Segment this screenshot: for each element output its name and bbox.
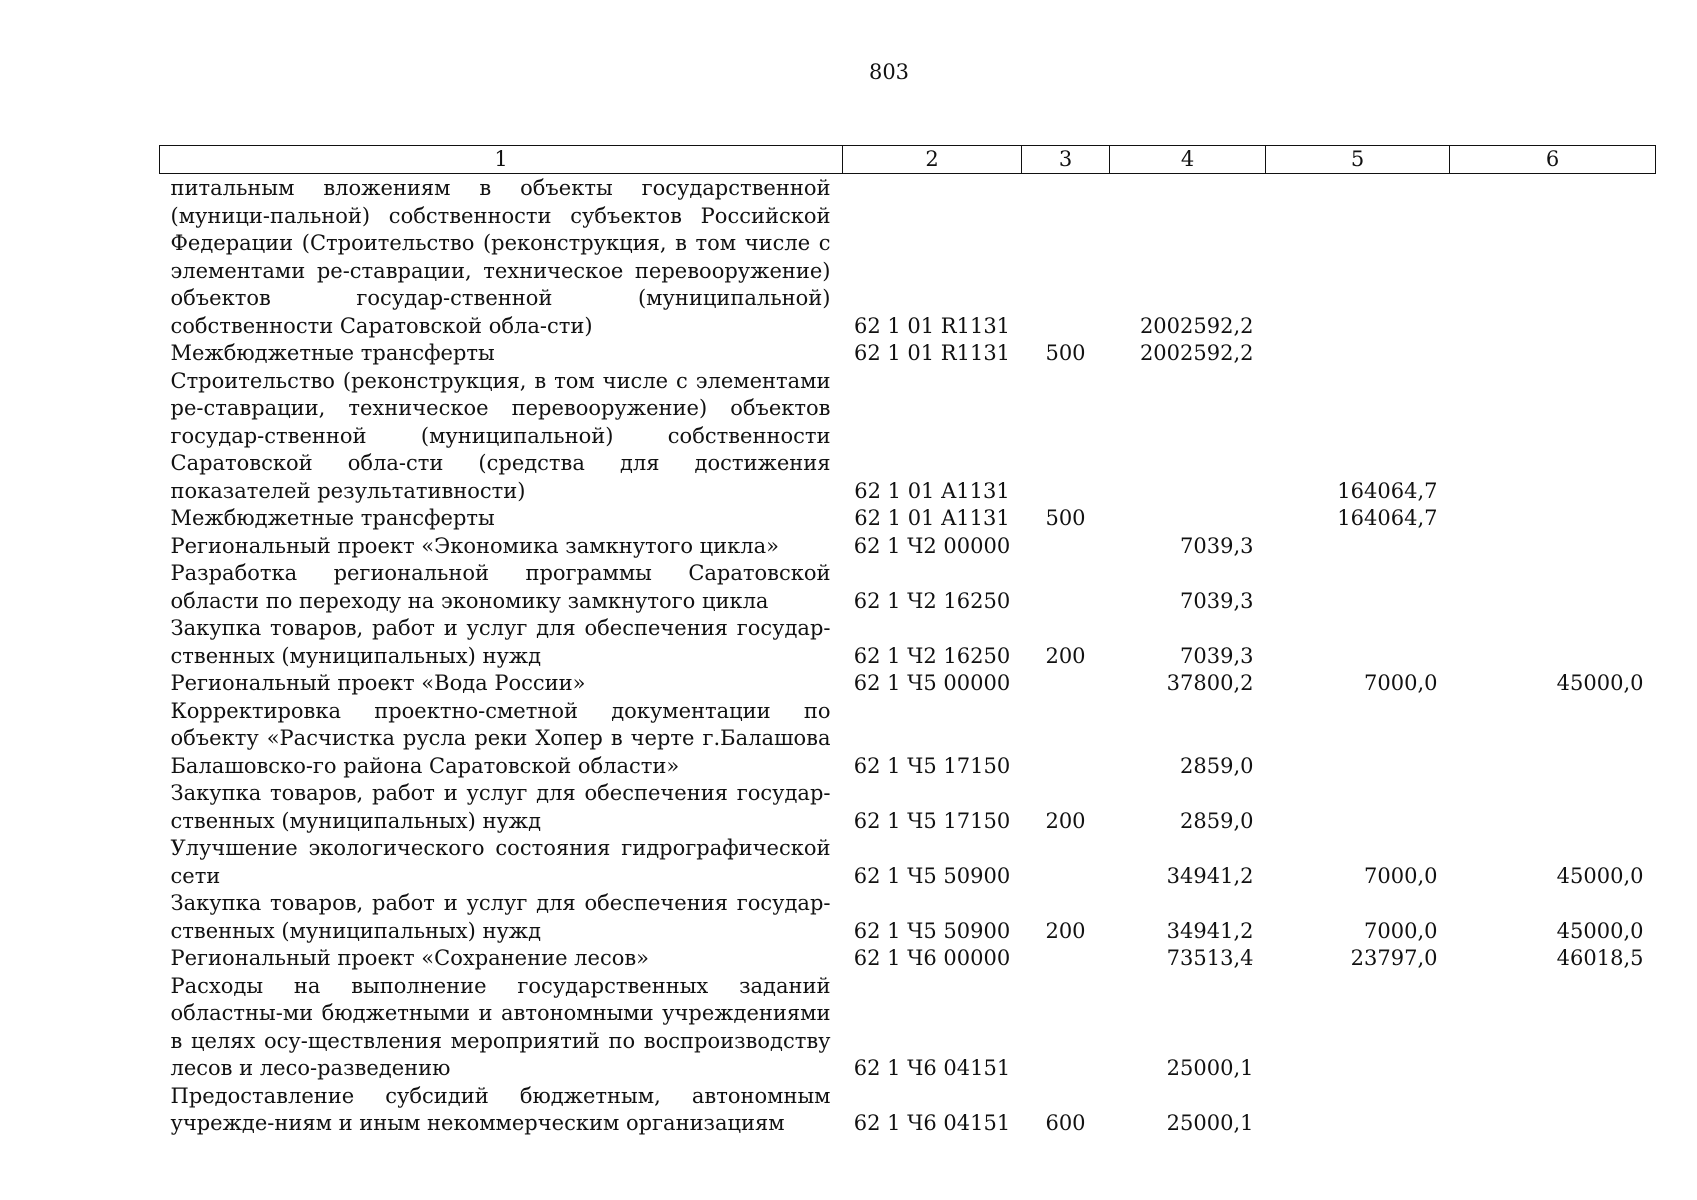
row-amount-col4: 34941,2 <box>1166 918 1254 943</box>
row-code-cell: 62 1 Ч6 04151 <box>853 1056 1011 1080</box>
column-header-4: 4 <box>1110 146 1266 174</box>
row-type-cell <box>1022 174 1110 341</box>
row-code-cell: 62 1 Ч5 17150 <box>853 753 1011 778</box>
row-amount-col6 <box>1450 533 1656 561</box>
row-amount-col4: 2002592,2 <box>1139 341 1254 365</box>
table-row <box>160 368 1656 506</box>
row-name-cell: Закупка товаров, работ и услуг для обеспечения государ-ственных (муниципальных) нужд <box>170 616 831 668</box>
row-amount-col5 <box>1266 560 1450 615</box>
row-code-cell: 62 1 01 R1131 <box>853 313 1011 338</box>
row-amount-col4: 25000,1 <box>1166 1056 1254 1080</box>
row-name-cell: Улучшение экологического состояния гидрографической сети <box>170 836 831 888</box>
row-amount-col6 <box>1450 505 1656 533</box>
table-row <box>160 945 1656 973</box>
row-amount-col6 <box>1450 698 1656 781</box>
row-name-cell: Региональный проект «Вода России» <box>170 671 586 695</box>
table-row <box>160 505 1656 533</box>
row-type-cell <box>1022 698 1110 781</box>
row-name-cell: Корректировка проектно-сметной документации по объекту «Расчистка русла реки Хопер в черте г.Балашова Балашовско-го района Саратовской области» <box>170 698 831 778</box>
row-type-cell <box>1022 835 1110 890</box>
row-code-cell: 62 1 01 A1131 <box>854 478 1010 503</box>
table-row <box>160 835 1656 890</box>
table-row <box>160 340 1656 368</box>
row-amount-col5 <box>1266 174 1450 341</box>
row-code-cell: 62 1 Ч2 16250 <box>853 643 1011 668</box>
table-row <box>160 174 1656 341</box>
row-name-cell: Региональный проект «Экономика замкнутого цикла» <box>170 533 779 558</box>
row-code-cell: 62 1 01 A1131 <box>854 506 1010 530</box>
row-amount-col5: 7000,0 <box>1364 863 1438 888</box>
row-amount-col4 <box>1110 505 1266 533</box>
row-type-cell: 600 <box>1045 1111 1086 1135</box>
row-amount-col6 <box>1450 368 1656 506</box>
row-amount-col4: 73513,4 <box>1166 946 1254 970</box>
row-name-cell: Предоставление субсидий бюджетным, автономным учрежде-ниям и иным некоммерческим организациям <box>170 1083 831 1135</box>
row-amount-col6 <box>1450 973 1656 1083</box>
row-name-cell: Межбюджетные трансферты <box>170 506 495 530</box>
column-header-2: 2 <box>843 146 1022 174</box>
row-code-cell: 62 1 Ч2 16250 <box>853 588 1011 613</box>
row-type-cell <box>1022 368 1110 506</box>
table-row <box>160 1083 1656 1138</box>
row-amount-col5: 7000,0 <box>1364 671 1438 695</box>
table-row <box>160 780 1656 835</box>
row-code-cell: 62 1 Ч2 00000 <box>853 533 1011 558</box>
table-row <box>160 890 1656 945</box>
row-amount-col6: 46018,5 <box>1556 946 1644 970</box>
row-amount-col5 <box>1266 1083 1450 1138</box>
row-amount-col5 <box>1266 973 1450 1083</box>
row-type-cell <box>1022 945 1110 973</box>
column-header-6: 6 <box>1450 146 1656 174</box>
row-name-cell: Расходы на выполнение государственных заданий областны-ми бюджетными и автономными учреждениями в целях осу-ществления мероприятий по воспроизводству лесов и лесо-разведению <box>170 973 831 1080</box>
table-row <box>160 973 1656 1083</box>
row-amount-col6 <box>1450 340 1656 368</box>
budget-table <box>159 145 1656 1138</box>
row-amount-col6: 45000,0 <box>1556 863 1644 888</box>
row-code-cell: 62 1 Ч6 04151 <box>853 1111 1011 1135</box>
row-type-cell: 200 <box>1045 918 1086 943</box>
row-amount-col5 <box>1266 615 1450 670</box>
row-amount-col6: 45000,0 <box>1556 918 1644 943</box>
row-code-cell: 62 1 Ч6 00000 <box>853 946 1011 970</box>
row-amount-col4: 7039,3 <box>1180 588 1254 613</box>
row-amount-col6 <box>1450 560 1656 615</box>
row-amount-col6 <box>1450 174 1656 341</box>
row-amount-col5 <box>1266 340 1450 368</box>
row-type-cell: 500 <box>1045 506 1086 530</box>
row-code-cell: 62 1 Ч5 00000 <box>853 671 1011 695</box>
row-amount-col6 <box>1450 615 1656 670</box>
table-row <box>160 560 1656 615</box>
row-amount-col4: 2859,0 <box>1180 753 1254 778</box>
column-header-3: 3 <box>1022 146 1110 174</box>
row-amount-col5: 7000,0 <box>1364 918 1438 943</box>
table-body <box>160 174 1656 1138</box>
row-name-cell: Межбюджетные трансферты <box>170 341 495 365</box>
row-type-cell <box>1022 670 1110 698</box>
row-amount-col4: 25000,1 <box>1166 1111 1254 1135</box>
column-header-5: 5 <box>1266 146 1450 174</box>
table-row <box>160 615 1656 670</box>
row-name-cell: питальным вложениям в объекты государственной (муници-пальной) собственности субъектов Российской Федерации (Строительство (реконструкция, в том числе с элементами ре-ставрации, техническое перевооружение) объектов государ-ственной (муниципальной) собственности Саратовской обла-сти) <box>170 176 831 338</box>
row-name-cell: Закупка товаров, работ и услуг для обеспечения государ-ственных (муниципальных) нужд <box>170 891 831 943</box>
row-amount-col4: 7039,3 <box>1180 533 1254 558</box>
column-header-1: 1 <box>160 146 843 174</box>
row-code-cell: 62 1 Ч5 50900 <box>853 918 1011 943</box>
row-amount-col4 <box>1110 368 1266 506</box>
row-code-cell: 62 1 Ч5 17150 <box>853 808 1011 833</box>
table-header-row <box>160 146 1656 174</box>
row-amount-col6: 45000,0 <box>1556 671 1644 695</box>
table-row <box>160 698 1656 781</box>
row-amount-col4: 2859,0 <box>1180 808 1254 833</box>
row-amount-col4: 34941,2 <box>1166 863 1254 888</box>
row-name-cell: Закупка товаров, работ и услуг для обеспечения государ-ственных (муниципальных) нужд <box>170 781 831 833</box>
row-type-cell: 200 <box>1045 808 1086 833</box>
row-amount-col5: 23797,0 <box>1350 946 1438 970</box>
row-name-cell: Региональный проект «Сохранение лесов» <box>170 946 650 970</box>
row-code-cell: 62 1 Ч5 50900 <box>853 863 1011 888</box>
row-amount-col4: 37800,2 <box>1166 671 1254 695</box>
row-type-cell <box>1022 560 1110 615</box>
table-row <box>160 533 1656 561</box>
row-amount-col5 <box>1266 698 1450 781</box>
row-type-cell <box>1022 533 1110 561</box>
row-amount-col5: 164064,7 <box>1337 478 1438 503</box>
row-type-cell: 200 <box>1045 643 1086 668</box>
table-row <box>160 670 1656 698</box>
row-name-cell: Разработка региональной программы Саратовской области по переходу на экономику замкнутого цикла <box>170 561 831 613</box>
row-amount-col5: 164064,7 <box>1337 506 1438 530</box>
row-amount-col5 <box>1266 533 1450 561</box>
row-name-cell: Строительство (реконструкция, в том числе с элементами ре-ставрации, техническое перевооружение) объектов государ-ственной (муниципальной) собственности Саратовской обла-сти (средства для достижения показателей результативности) <box>170 368 831 503</box>
row-amount-col4: 2002592,2 <box>1139 313 1254 338</box>
row-amount-col5 <box>1266 780 1450 835</box>
row-code-cell: 62 1 01 R1131 <box>853 341 1011 365</box>
row-type-cell: 500 <box>1045 341 1086 365</box>
row-amount-col6 <box>1450 1083 1656 1138</box>
page-number: 803 <box>868 60 910 84</box>
row-amount-col6 <box>1450 780 1656 835</box>
row-amount-col4: 7039,3 <box>1180 643 1254 668</box>
row-type-cell <box>1022 973 1110 1083</box>
